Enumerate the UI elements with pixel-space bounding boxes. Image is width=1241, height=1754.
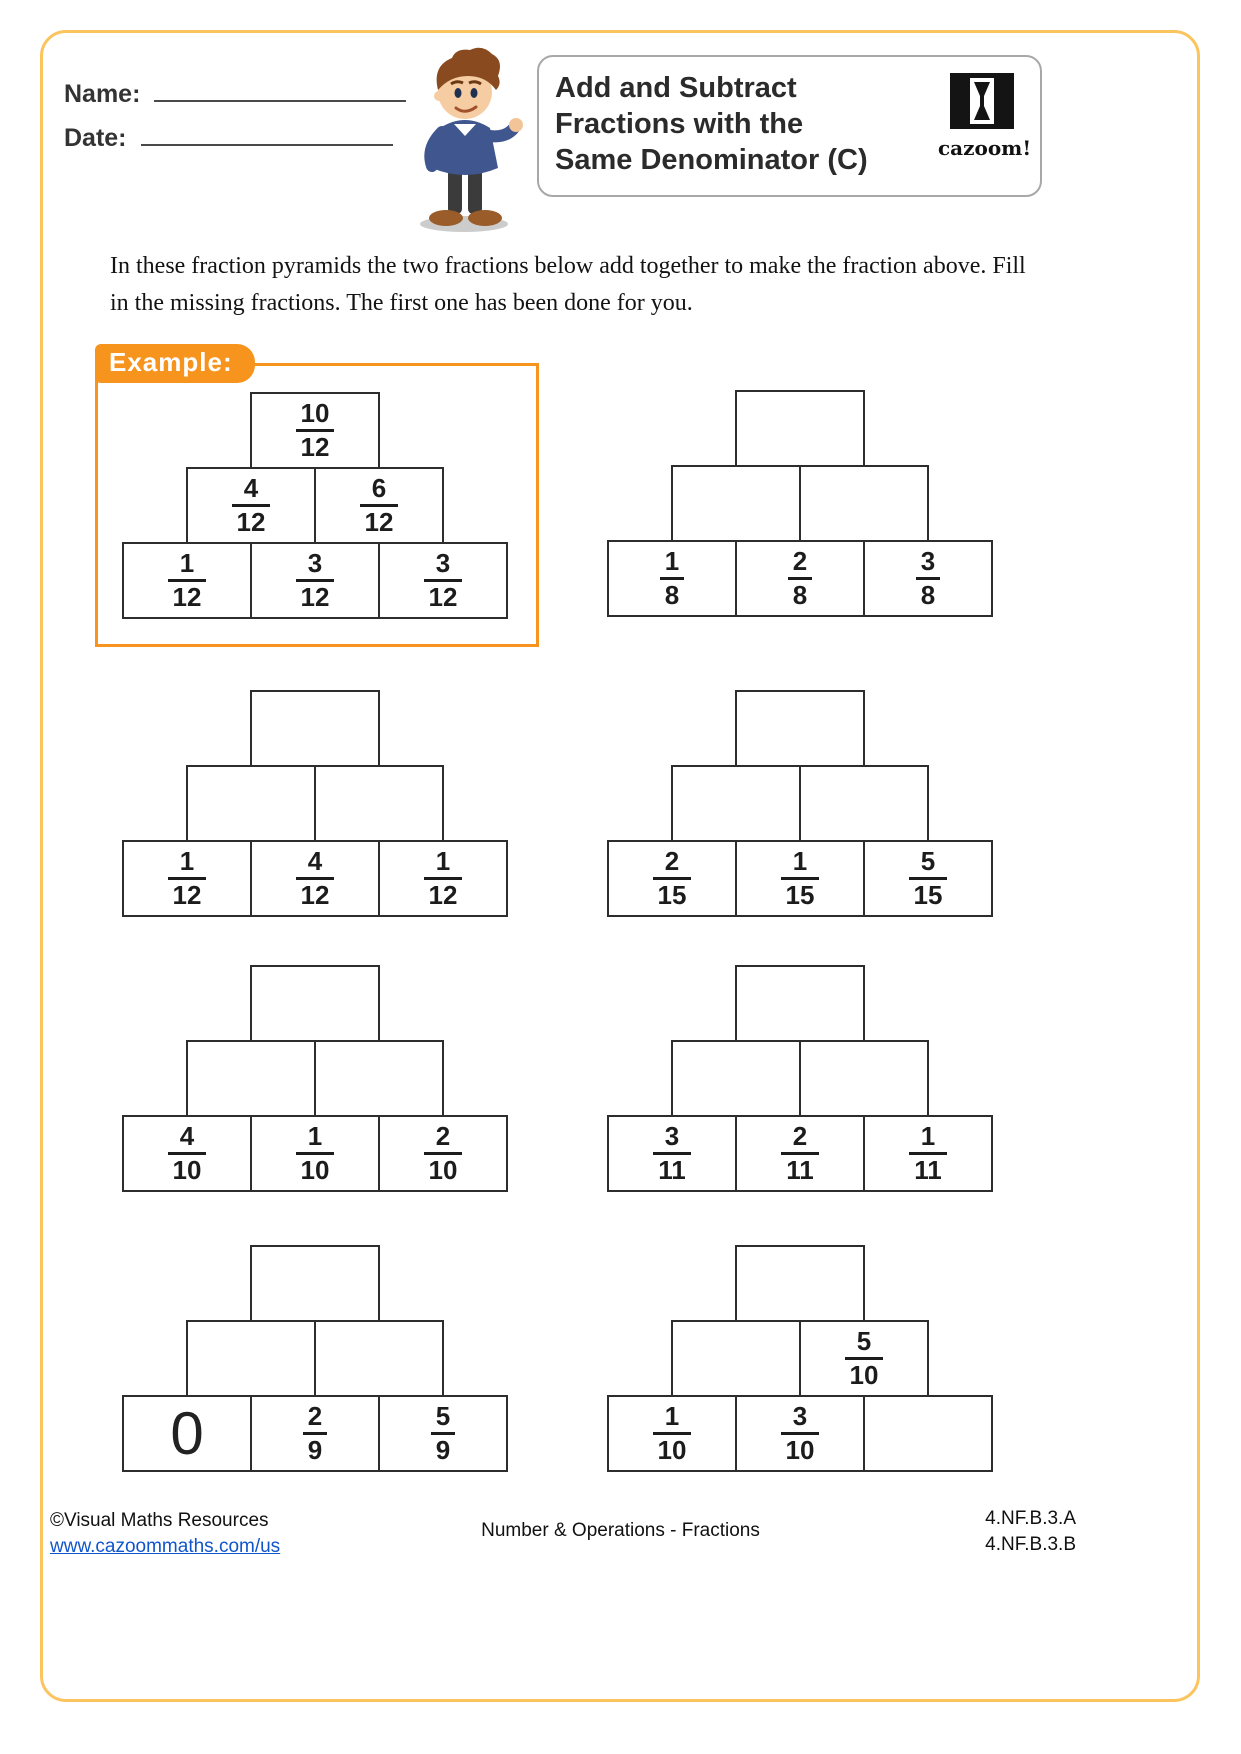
fraction-numerator: 3 xyxy=(307,547,323,578)
pyramid-3-middle-cell-2[interactable] xyxy=(314,765,444,842)
pyramid-row-bottom xyxy=(605,540,995,617)
fraction-denominator: 12 xyxy=(236,507,266,537)
fraction xyxy=(781,1120,819,1185)
empty-answer-space[interactable] xyxy=(188,767,314,840)
empty-answer-space[interactable] xyxy=(801,767,927,840)
pyramid-row-middle xyxy=(605,1040,995,1117)
pyramid-6-bottom-cell-2 xyxy=(735,1115,865,1192)
mascot-illustration xyxy=(398,36,538,241)
fraction-numerator: 1 xyxy=(664,545,680,576)
pyramid-3-top-cell-1[interactable] xyxy=(250,690,380,767)
pyramid-8-bottom-cell-2 xyxy=(735,1395,865,1472)
name-field-row xyxy=(64,78,406,109)
pyramid-row-middle xyxy=(605,1320,995,1397)
fraction-numerator: 4 xyxy=(243,472,259,503)
pyramid-8-top-cell-1[interactable] xyxy=(735,1245,865,1322)
example-bottom-cell-1 xyxy=(122,542,252,619)
mascot-boy-icon xyxy=(398,36,538,236)
fraction xyxy=(296,547,335,612)
fraction xyxy=(296,845,335,910)
fraction-pyramid-2 xyxy=(605,390,995,617)
fraction-numerator: 5 xyxy=(435,1400,451,1431)
empty-answer-space[interactable] xyxy=(188,1042,314,1115)
pyramid-3-bottom-cell-2 xyxy=(250,840,380,917)
empty-answer-space[interactable] xyxy=(737,1247,863,1320)
date-field-row xyxy=(64,122,393,153)
fraction-denominator: 12 xyxy=(172,582,202,612)
footer-standards xyxy=(985,1506,1076,1558)
fraction-numerator: 4 xyxy=(179,1120,195,1151)
fraction xyxy=(232,472,271,537)
example-middle-cell-2 xyxy=(314,467,444,544)
title-box xyxy=(537,55,1042,197)
fraction-denominator: 11 xyxy=(658,1155,686,1185)
empty-answer-space[interactable] xyxy=(252,967,378,1040)
pyramid-4-top-cell-1[interactable] xyxy=(735,690,865,767)
pyramid-7-middle-cell-2[interactable] xyxy=(314,1320,444,1397)
fraction-pyramid-6 xyxy=(605,965,995,1192)
fraction xyxy=(303,1400,327,1465)
empty-answer-space[interactable] xyxy=(737,692,863,765)
fraction xyxy=(781,1400,820,1465)
pyramid-5-top-cell-1[interactable] xyxy=(250,965,380,1042)
date-label: Date: xyxy=(64,124,127,152)
pyramid-row-top xyxy=(605,390,995,467)
fraction-denominator: 12 xyxy=(300,880,330,910)
fraction xyxy=(653,1400,692,1465)
pyramid-6-bottom-cell-1 xyxy=(607,1115,737,1192)
pyramid-3-bottom-cell-3 xyxy=(378,840,508,917)
empty-answer-space[interactable] xyxy=(801,467,927,540)
fraction-denominator: 11 xyxy=(786,1155,814,1185)
fraction-pyramid-4 xyxy=(605,690,995,917)
fraction-denominator: 9 xyxy=(307,1435,323,1465)
pyramid-5-bottom-cell-2 xyxy=(250,1115,380,1192)
fraction xyxy=(660,545,684,610)
fraction xyxy=(296,1120,335,1185)
fraction-denominator: 15 xyxy=(657,880,687,910)
example-bottom-cell-2 xyxy=(250,542,380,619)
empty-answer-space[interactable] xyxy=(188,1322,314,1395)
fraction xyxy=(653,1120,691,1185)
pyramid-4-middle-cell-1[interactable] xyxy=(671,765,801,842)
fraction-numerator: 3 xyxy=(792,1400,808,1431)
pyramid-row-top xyxy=(120,690,510,767)
pyramid-row-bottom xyxy=(605,1115,995,1192)
pyramid-5-bottom-cell-3 xyxy=(378,1115,508,1192)
fraction-numerator: 1 xyxy=(435,845,451,876)
pyramid-7-middle-cell-1[interactable] xyxy=(186,1320,316,1397)
pyramid-2-bottom-cell-3 xyxy=(863,540,993,617)
fraction-denominator: 9 xyxy=(435,1435,451,1465)
fraction-denominator: 10 xyxy=(300,1155,330,1185)
fraction-denominator: 12 xyxy=(172,880,202,910)
pyramid-4-bottom-cell-1 xyxy=(607,840,737,917)
pyramid-2-middle-cell-1[interactable] xyxy=(671,465,801,542)
fraction-denominator: 12 xyxy=(300,582,330,612)
fraction-denominator: 8 xyxy=(792,580,808,610)
pyramid-row-middle xyxy=(605,465,995,542)
pyramid-8-middle-cell-2 xyxy=(799,1320,929,1397)
pyramid-4-middle-cell-2[interactable] xyxy=(799,765,929,842)
fraction-numerator: 3 xyxy=(435,547,451,578)
pyramid-7-bottom-cell-1 xyxy=(122,1395,252,1472)
fraction-numerator: 6 xyxy=(371,472,387,503)
fraction xyxy=(781,845,820,910)
standard-code-2: 4.NF.B.3.B xyxy=(985,1534,1076,1555)
pyramid-row-bottom xyxy=(120,1395,510,1472)
pyramid-7-bottom-cell-3 xyxy=(378,1395,508,1472)
fraction-numerator: 2 xyxy=(792,545,808,576)
fraction-denominator: 12 xyxy=(300,432,330,462)
fraction-denominator: 11 xyxy=(914,1155,942,1185)
pyramid-row-top xyxy=(120,965,510,1042)
pyramid-7-bottom-cell-2 xyxy=(250,1395,380,1472)
pyramid-8-bottom-cell-1 xyxy=(607,1395,737,1472)
whole-number: 0 xyxy=(170,1399,204,1467)
fraction-numerator: 4 xyxy=(307,845,323,876)
empty-answer-space[interactable] xyxy=(737,392,863,465)
fraction-denominator: 8 xyxy=(664,580,680,610)
copyright-text: ©Visual Maths Resources xyxy=(50,1510,269,1531)
footer-topic: Number & Operations - Fractions xyxy=(481,1520,760,1541)
pyramid-7-top-cell-1[interactable] xyxy=(250,1245,380,1322)
fraction xyxy=(168,547,207,612)
fraction xyxy=(431,1400,455,1465)
fraction-numerator: 1 xyxy=(179,547,195,578)
fraction xyxy=(909,1120,947,1185)
empty-answer-space[interactable] xyxy=(673,1322,799,1395)
empty-answer-space[interactable] xyxy=(316,1042,442,1115)
instructions-text: In these fraction pyramids the two fractions below add together to make the fraction above. Fill in the missing fractions. The first one has been done for you. xyxy=(110,253,1026,316)
pyramid-6-middle-cell-1[interactable] xyxy=(671,1040,801,1117)
fraction-numerator: 1 xyxy=(179,845,195,876)
pyramid-4-bottom-cell-3 xyxy=(863,840,993,917)
fraction-pyramid-3 xyxy=(120,690,510,917)
fraction xyxy=(168,1120,207,1185)
cazoom-logo xyxy=(938,73,1032,160)
empty-answer-space[interactable] xyxy=(316,767,442,840)
pyramid-row-middle xyxy=(120,765,510,842)
empty-answer-space[interactable] xyxy=(673,1042,799,1115)
pyramid-row-top xyxy=(120,392,510,469)
standard-code-1: 4.NF.B.3.A xyxy=(985,1508,1076,1529)
pyramid-6-middle-cell-2[interactable] xyxy=(799,1040,929,1117)
pyramid-row-top xyxy=(120,1245,510,1322)
pyramid-row-top xyxy=(605,1245,995,1322)
pyramid-row-bottom xyxy=(120,1115,510,1192)
pyramid-2-top-cell-1[interactable] xyxy=(735,390,865,467)
fraction-numerator: 1 xyxy=(920,1120,936,1151)
fraction-numerator: 2 xyxy=(307,1400,323,1431)
title-line-1: Add and Subtract xyxy=(555,72,797,104)
fraction-pyramid-8 xyxy=(605,1245,995,1472)
fraction xyxy=(168,845,207,910)
date-input-line[interactable] xyxy=(141,122,393,146)
pyramid-row-bottom xyxy=(120,840,510,917)
pyramid-5-middle-cell-2[interactable] xyxy=(314,1040,444,1117)
cazoom-logo-text: cazoom! xyxy=(938,136,1032,160)
fraction xyxy=(845,1325,884,1390)
example-bottom-cell-3 xyxy=(378,542,508,619)
fraction-denominator: 10 xyxy=(428,1155,458,1185)
fraction-numerator: 2 xyxy=(664,845,680,876)
fraction xyxy=(360,472,399,537)
name-label: Name: xyxy=(64,80,141,108)
empty-answer-space[interactable] xyxy=(673,467,799,540)
fraction-denominator: 10 xyxy=(657,1435,687,1465)
fraction-denominator: 12 xyxy=(428,582,458,612)
fraction-numerator: 1 xyxy=(664,1400,680,1431)
fraction xyxy=(296,397,335,462)
fraction xyxy=(424,547,463,612)
empty-answer-space[interactable] xyxy=(316,1322,442,1395)
name-input-line[interactable] xyxy=(154,78,406,102)
fraction xyxy=(916,545,940,610)
fraction xyxy=(424,845,463,910)
fraction-denominator: 10 xyxy=(172,1155,202,1185)
fraction-pyramid-5 xyxy=(120,965,510,1192)
fraction-numerator: 5 xyxy=(920,845,936,876)
fraction-denominator: 8 xyxy=(920,580,936,610)
fraction-numerator: 2 xyxy=(435,1120,451,1151)
fraction-numerator: 1 xyxy=(792,845,808,876)
empty-answer-space[interactable] xyxy=(673,767,799,840)
fraction-denominator: 10 xyxy=(785,1435,815,1465)
fraction xyxy=(653,845,692,910)
empty-answer-space[interactable] xyxy=(801,1042,927,1115)
pyramid-row-bottom xyxy=(605,840,995,917)
title-line-3: Same Denominator (C) xyxy=(555,144,868,176)
pyramid-row-middle xyxy=(120,1040,510,1117)
pyramid-row-middle xyxy=(120,467,510,544)
fraction xyxy=(788,545,812,610)
pyramid-3-middle-cell-1[interactable] xyxy=(186,765,316,842)
empty-answer-space[interactable] xyxy=(737,967,863,1040)
fraction-numerator: 10 xyxy=(300,397,330,428)
pyramid-row-top xyxy=(605,690,995,767)
fraction-numerator: 3 xyxy=(920,545,936,576)
pyramid-row-top xyxy=(605,965,995,1042)
example-middle-cell-1 xyxy=(186,467,316,544)
fraction-numerator: 2 xyxy=(792,1120,808,1151)
example-box xyxy=(95,347,539,647)
pyramid-row-middle xyxy=(120,1320,510,1397)
fraction-denominator: 12 xyxy=(364,507,394,537)
fraction xyxy=(424,1120,463,1185)
worksheet-title xyxy=(555,70,935,178)
pyramid-3-bottom-cell-1 xyxy=(122,840,252,917)
pyramid-row-middle xyxy=(605,765,995,842)
pyramid-6-top-cell-1[interactable] xyxy=(735,965,865,1042)
pyramid-5-bottom-cell-1 xyxy=(122,1115,252,1192)
pyramid-row-bottom xyxy=(120,542,510,619)
pyramid-5-middle-cell-1[interactable] xyxy=(186,1040,316,1117)
cazoom-hourglass-icon xyxy=(950,73,1014,129)
fraction-pyramid-7 xyxy=(120,1245,510,1472)
fraction-numerator: 1 xyxy=(307,1120,323,1151)
empty-answer-space[interactable] xyxy=(252,692,378,765)
fraction-denominator: 15 xyxy=(785,880,815,910)
pyramid-2-middle-cell-2[interactable] xyxy=(799,465,929,542)
pyramid-4-bottom-cell-2 xyxy=(735,840,865,917)
pyramid-2-bottom-cell-1 xyxy=(607,540,737,617)
fraction-numerator: 3 xyxy=(664,1120,680,1151)
fraction-denominator: 12 xyxy=(428,880,458,910)
cazoom-link[interactable]: www.cazoommaths.com/us xyxy=(50,1536,281,1557)
pyramid-8-middle-cell-1[interactable] xyxy=(671,1320,801,1397)
title-line-2: Fractions with the xyxy=(555,108,804,140)
fraction-numerator: 5 xyxy=(856,1325,872,1356)
pyramid-8-bottom-cell-3[interactable] xyxy=(863,1395,993,1472)
empty-answer-space[interactable] xyxy=(865,1397,991,1470)
fraction-pyramid-example xyxy=(120,392,510,619)
fraction-denominator: 15 xyxy=(913,880,943,910)
example-top-cell-1 xyxy=(250,392,380,469)
fraction-denominator: 10 xyxy=(849,1360,879,1390)
pyramid-6-bottom-cell-3 xyxy=(863,1115,993,1192)
empty-answer-space[interactable] xyxy=(252,1247,378,1320)
pyramid-row-bottom xyxy=(605,1395,995,1472)
example-label: Example: xyxy=(95,344,255,383)
pyramid-2-bottom-cell-2 xyxy=(735,540,865,617)
fraction xyxy=(909,845,948,910)
